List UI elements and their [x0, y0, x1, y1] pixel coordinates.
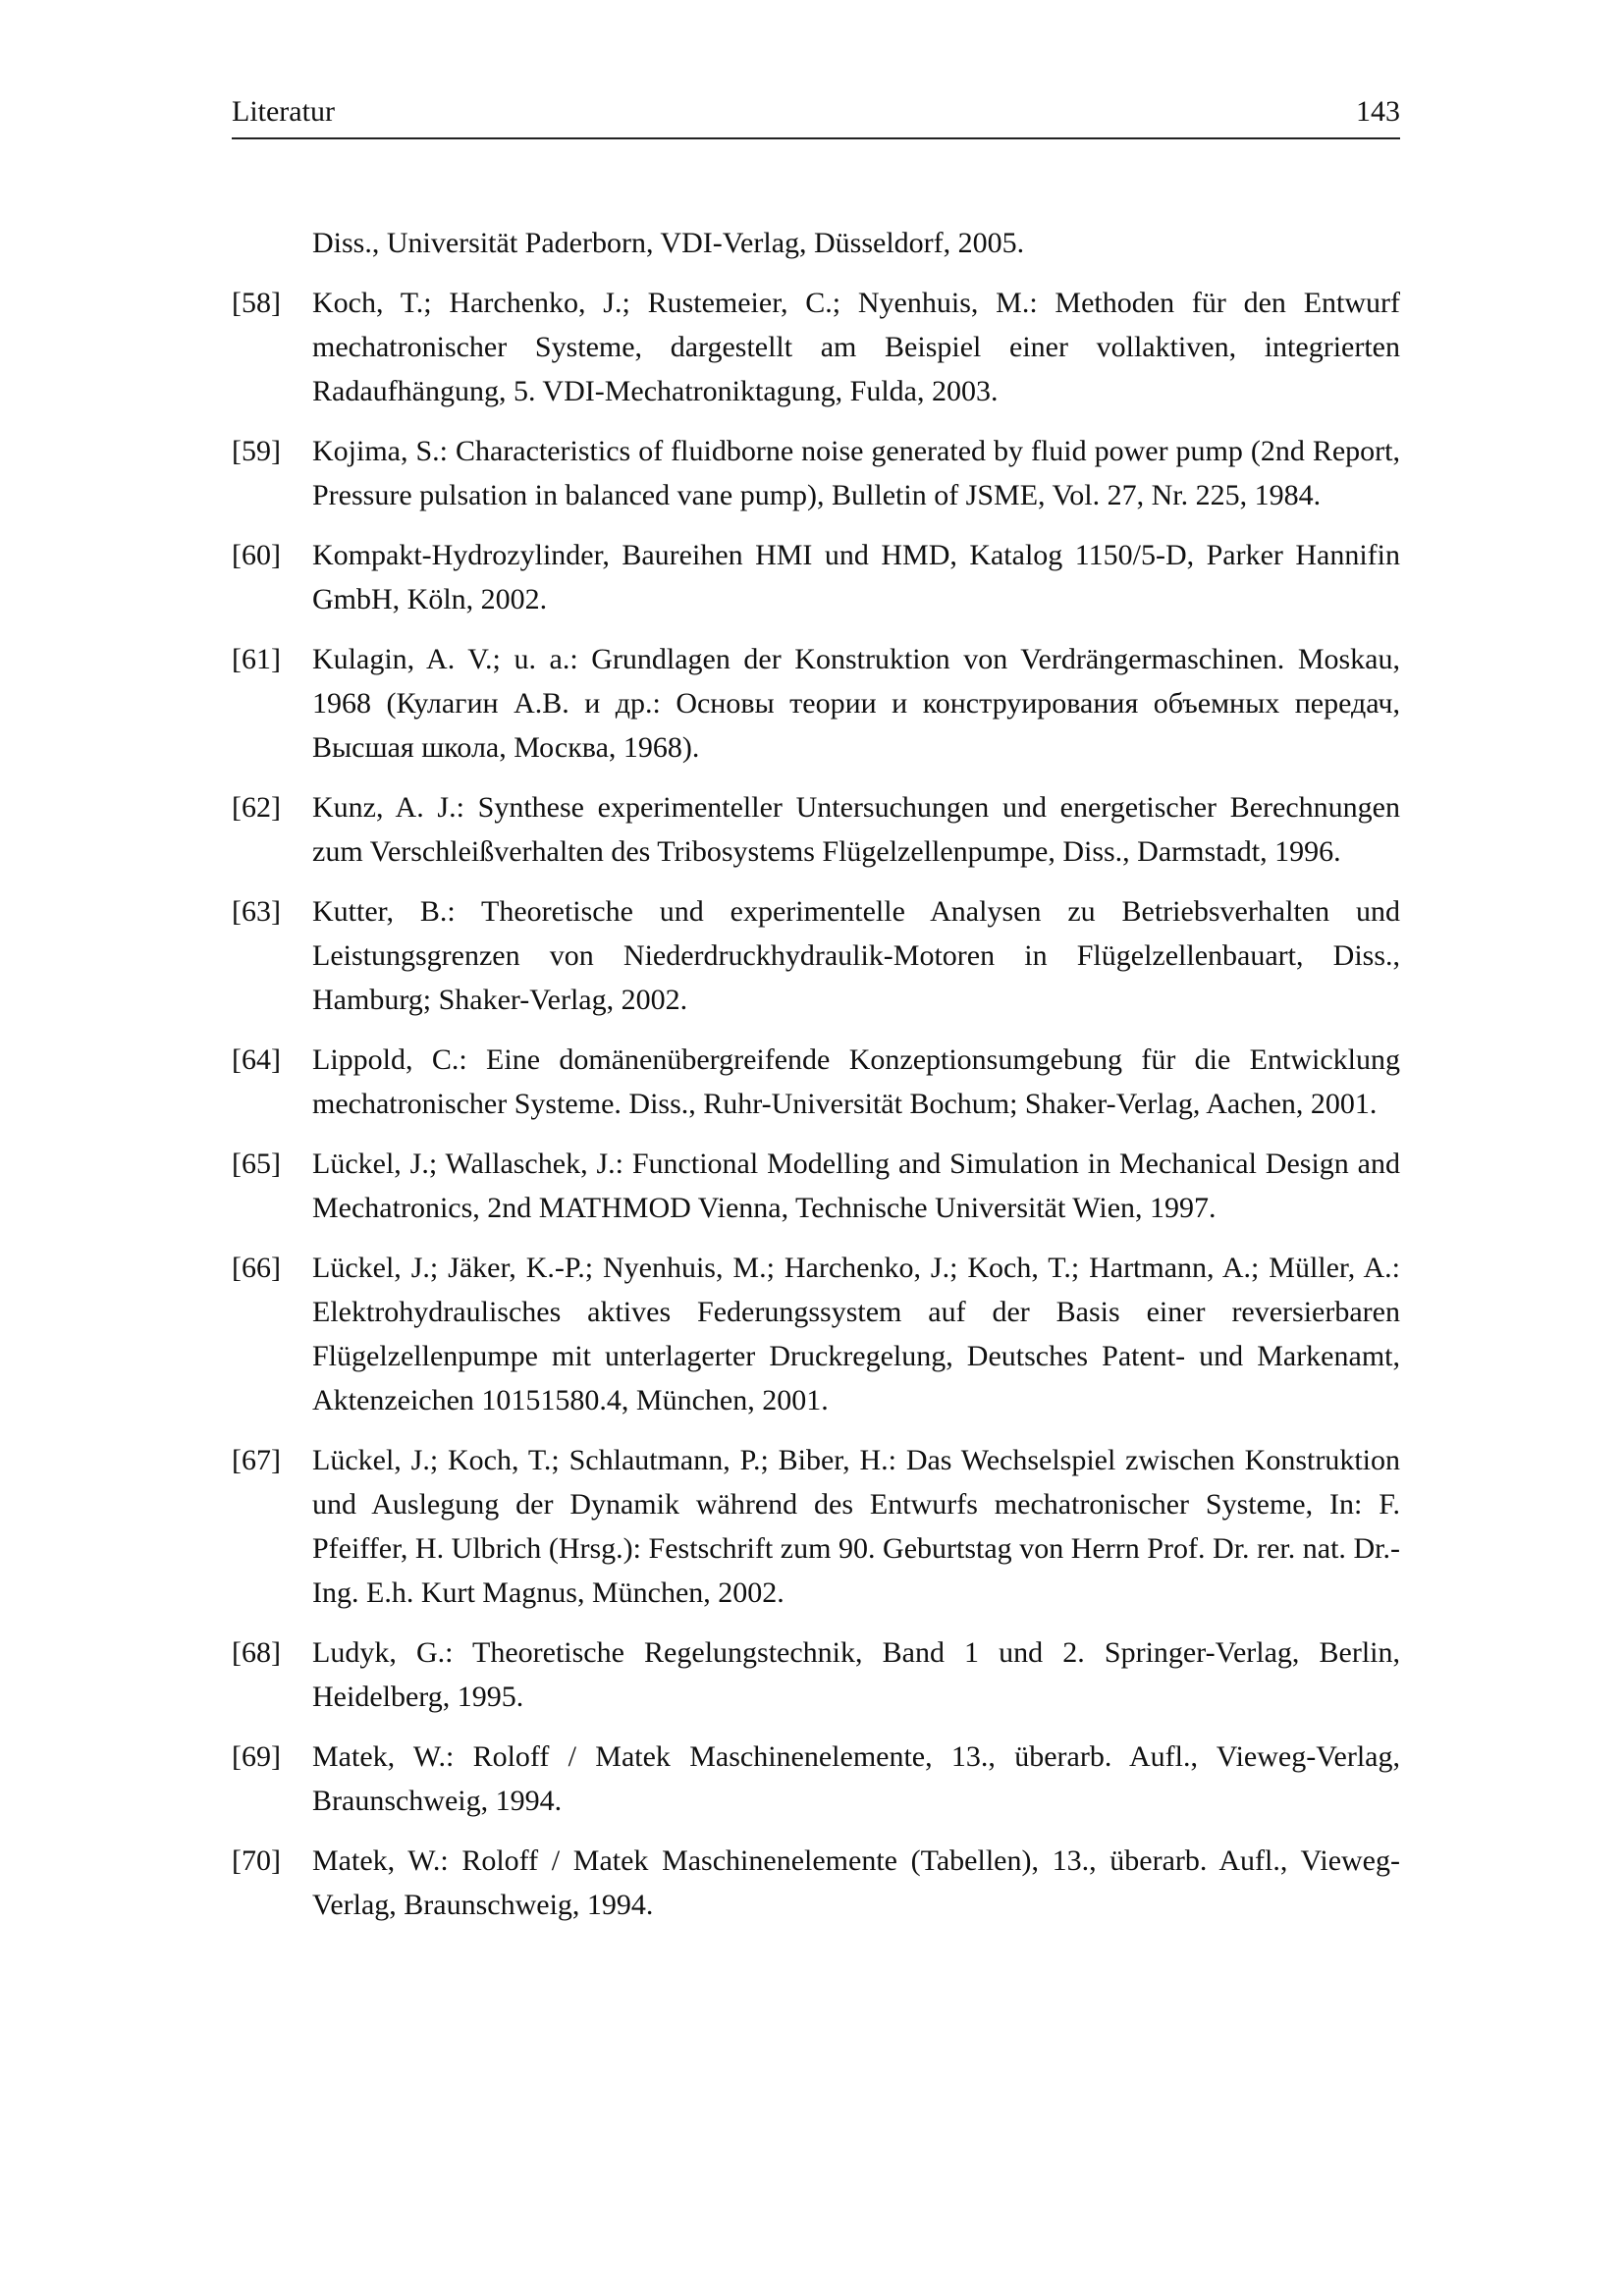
- reference-entry: [232, 1839, 1400, 1927]
- header-title: Literatur: [232, 95, 335, 128]
- reference-label: [63]: [232, 895, 281, 928]
- reference-entry: [232, 1438, 1400, 1615]
- reference-entry: [232, 429, 1400, 517]
- reference-label: [70]: [232, 1844, 281, 1877]
- reference-text: Lückel, J.; Koch, T.; Schlautmann, P.; Biber, H.: Das Wechselspiel zwischen Konstruktion und Auslegung der Dynamik während des Entwurfs mechatronischer Systeme, In: F. Pfeiffer, H. Ulbrich (Hrsg.): Festschrift zum 90. Geburtstag von Herrn Prof. Dr. rer. nat. Dr.-Ing. E.h. Kurt Magnus, München, 2002.: [312, 1444, 1400, 1609]
- reference-label: [61]: [232, 643, 281, 675]
- reference-entry: [232, 1630, 1400, 1719]
- reference-text: Kutter, B.: Theoretische und experimentelle Analysen zu Betriebsverhalten und Leistungsgrenzen von Niederdruckhydraulik-Motoren in Flügelzellenbauart, Diss., Hamburg; Shaker-Verlag, 2002.: [312, 895, 1400, 1016]
- reference-text: Lückel, J.; Wallaschek, J.: Functional Modelling and Simulation in Mechanical Design and Mechatronics, 2nd MATHMOD Vienna, Technische Universität Wien, 1997.: [312, 1148, 1400, 1224]
- reference-entry: [232, 533, 1400, 621]
- reference-label: [67]: [232, 1444, 281, 1476]
- reference-text: Lückel, J.; Jäker, K.-P.; Nyenhuis, M.; Harchenko, J.; Koch, T.; Hartmann, A.; Müller, A.: Elektrohydraulisches aktives Federungssystem auf der Basis einer reversierbaren Flügelzellenpumpe mit unterlagerter Druckregelung, Deutsches Patent- und Markenamt, Aktenzeichen 10151580.4, München, 2001.: [312, 1252, 1400, 1416]
- reference-text: Kulagin, A. V.; u. a.: Grundlagen der Konstruktion von Verdrängermaschinen. Moskau, 1968 (Кулагин А.В. и др.: Основы теории и конструирования объемных передач, Высшая школа, Москва, 1968).: [312, 643, 1400, 764]
- reference-label: [69]: [232, 1740, 281, 1773]
- reference-text: Ludyk, G.: Theoretische Regelungstechnik, Band 1 und 2. Springer-Verlag, Berlin, Heidelberg, 1995.: [312, 1636, 1400, 1713]
- reference-entry: [232, 889, 1400, 1022]
- reference-entry: [232, 1246, 1400, 1422]
- reference-label: [59]: [232, 435, 281, 467]
- reference-label: [64]: [232, 1043, 281, 1076]
- reference-entry: [232, 1142, 1400, 1230]
- reference-label: [60]: [232, 539, 281, 571]
- reference-text: Koch, T.; Harchenko, J.; Rustemeier, C.; Nyenhuis, M.: Methoden für den Entwurf mechatronischer Systeme, dargestellt am Beispiel einer vollaktiven, integrierten Radaufhängung, 5. VDI-Mechatroniktagung, Fulda, 2003.: [312, 287, 1400, 407]
- reference-list: [232, 221, 1400, 1943]
- reference-entry: [232, 221, 1400, 265]
- reference-entry: [232, 1735, 1400, 1823]
- reference-label: [62]: [232, 791, 281, 824]
- reference-text: Kunz, A. J.: Synthese experimenteller Untersuchungen und energetischer Berechnungen zum Verschleißverhalten des Tribosystems Flügelzellenpumpe, Diss., Darmstadt, 1996.: [312, 791, 1400, 868]
- reference-text: Diss., Universität Paderborn, VDI-Verlag, Düsseldorf, 2005.: [312, 227, 1025, 259]
- reference-label: [58]: [232, 287, 281, 319]
- reference-text: Kojima, S.: Characteristics of fluidborne noise generated by fluid power pump (2nd Report, Pressure pulsation in balanced vane pump), Bulletin of JSME, Vol. 27, Nr. 225, 1984.: [312, 435, 1400, 511]
- reference-text: Lippold, C.: Eine domänenübergreifende Konzeptionsumgebung für die Entwicklung mechatronischer Systeme. Diss., Ruhr-Universität Bochum; Shaker-Verlag, Aachen, 2001.: [312, 1043, 1400, 1120]
- reference-label: [65]: [232, 1148, 281, 1180]
- reference-label: [68]: [232, 1636, 281, 1669]
- reference-entry: [232, 637, 1400, 770]
- reference-entry: [232, 281, 1400, 413]
- reference-entry: [232, 1038, 1400, 1126]
- reference-entry: [232, 785, 1400, 874]
- reference-label: [66]: [232, 1252, 281, 1284]
- reference-text: Matek, W.: Roloff / Matek Maschinenelemente, 13., überarb. Aufl., Vieweg-Verlag, Braunschweig, 1994.: [312, 1740, 1400, 1817]
- reference-text: Matek, W.: Roloff / Matek Maschinenelemente (Tabellen), 13., überarb. Aufl., Vieweg-Verlag, Braunschweig, 1994.: [312, 1844, 1400, 1921]
- running-header: [232, 90, 1400, 139]
- reference-text: Kompakt-Hydrozylinder, Baureihen HMI und HMD, Katalog 1150/5-D, Parker Hannifin GmbH, Köln, 2002.: [312, 539, 1400, 615]
- page-number: 143: [1356, 95, 1400, 128]
